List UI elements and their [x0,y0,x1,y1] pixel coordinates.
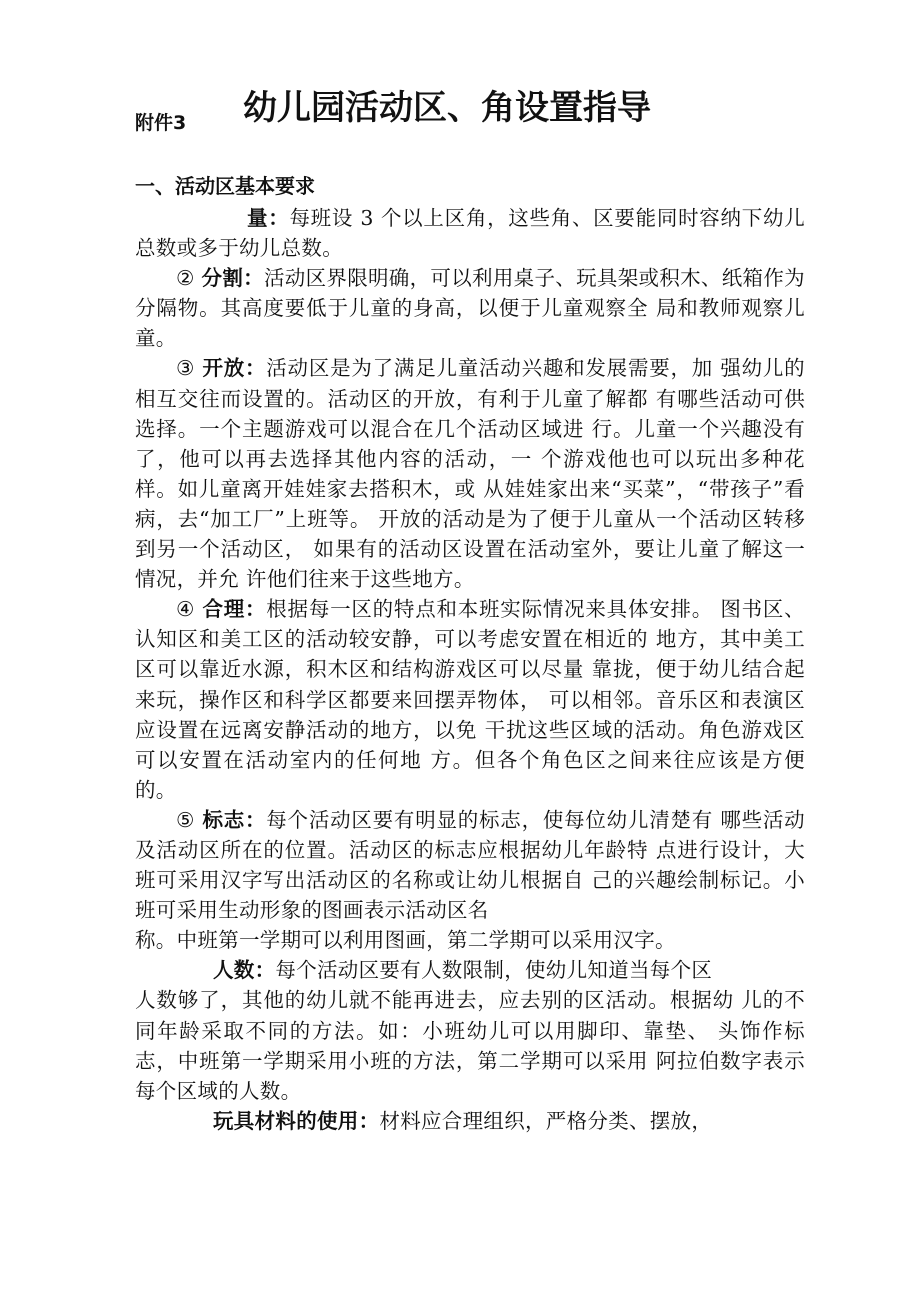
paragraph-signs-continued: 称。中班第一学期可以利用图画，第二学期可以采用汉字。 [135,928,676,953]
paragraph-headcount-continued: 人数够了，其他的幼儿就不能再进去，应去别的区活动。根据幼 儿的不同年龄采取不同的方法。如：小班幼儿可以用脚印、靠垫、 头饰作标志，中班第一学期采用小班的方法，第二学期可以采用 阿拉伯数字表示每个区域的人数。 [135,988,805,1103]
label-rationality: 合理： [202,597,267,622]
paragraph-materials [135,1106,805,1136]
paragraph-headcount [135,955,805,985]
marker-division: ② [176,266,195,291]
text-division: 活动区界限明确，可以利用桌子、玩具架或积木、纸箱作为分隔物。其高度要低于儿童的身高，以便于儿童观察全 局和教师观察儿童。 [135,266,805,351]
marker-rationality: ④ [176,597,196,622]
paragraph-rationality [135,594,805,805]
label-materials: 玩具材料的使用： [213,1108,380,1133]
label-quantity: 量： [247,206,290,230]
text-materials: 材料应合理组织，严格分类、摆放， [379,1108,713,1133]
label-headcount: 人数： [213,958,276,983]
text-headcount: 每个活动区要有人数限制，使幼儿知道当每个区 [275,958,713,983]
paragraph-division [135,263,805,353]
page-title: 幼儿园活动区、角设置指导 [243,88,651,128]
text-quantity: 每班设 3 个以上区角，这些角、区要能同时容纳下幼儿总数或多于幼儿总数。 [135,206,805,261]
label-division: 分割： [201,266,264,291]
text-rationality: 根据每一区的特点和本班实际情况来具体安排。 图书区、认知区和美工区的活动较安静，可以考虑安置在相近的 地方，其中美工区可以靠近水源，积木区和结构游戏区可以尽量 靠拢，便于幼儿结合起来玩，操作区和科学区都要来回摆弄物体， 可以相邻。音乐区和表演区应设置在远离安静活动的地方，以免 干扰这些区域的活动。角色游戏区可以安置在活动室内的任何地 方。但各个角色区之间来往应该是方便的。 [135,597,805,802]
paragraph-signs [135,805,805,925]
marker-openness: ③ [176,356,196,381]
document-body [135,203,805,1136]
marker-signs: ⑤ [176,807,196,832]
text-signs: 每个活动区要有明显的标志，使每位幼儿清楚有 哪些活动及活动区所在的位置。活动区的标志应根据幼儿年龄特 点进行设计，大班可采用汉字写出活动区的名称或让幼儿根据自 己的兴趣绘制标记。小班可采用生动形象的图画表示活动区名 [135,807,805,923]
label-openness: 开放： [202,356,267,381]
attachment-label: 附件3 [135,112,187,134]
section-heading: 一、活动区基本要求 [135,174,315,198]
text-openness: 活动区是为了满足儿童活动兴趣和发展需要，加 强幼儿的相互交往而设置的。活动区的开放，有利于儿童了解都 有哪些活动可供选择。一个主题游戏可以混合在几个活动区域进 行。儿童一个兴趣没有了，他可以再去选择其他内容的活动，一 个游戏他也可以玩出多种花样。如儿童离开娃娃家去搭积木，或 从娃娃家出来“买菜”，“带孩子”看病，去“加工厂”上班等。 开放的活动是为了便于儿童从一个活动区转移到另一个活动区， 如果有的活动区设置在活动室外，要让儿童了解这一情况，并允 许他们往来于这些地方。 [135,356,805,592]
label-signs: 标志： [202,807,267,832]
paragraph-openness [135,353,805,594]
paragraph-quantity [135,203,805,263]
